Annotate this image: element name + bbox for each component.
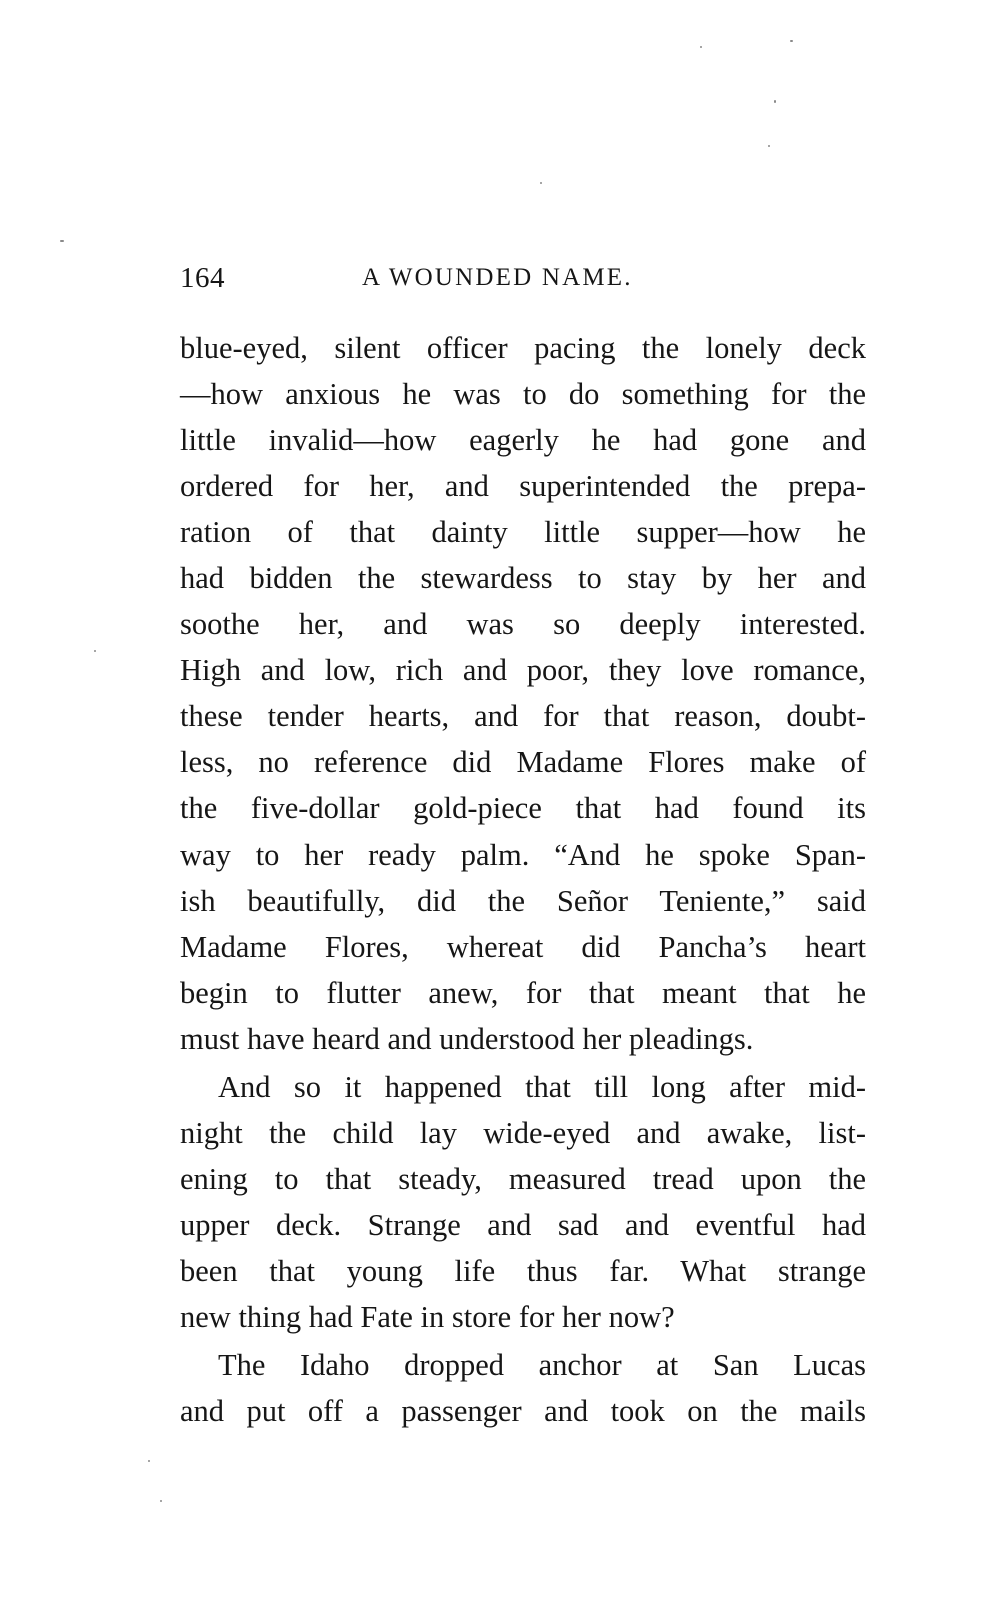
page-number: 164: [180, 262, 225, 294]
paragraph-2: [180, 1064, 866, 1340]
paper-speck: [148, 1460, 150, 1462]
paper-speck: [94, 650, 96, 652]
text-line: night the child lay wide-eyed and awake, list-: [180, 1115, 866, 1150]
text-line: less, no reference did Madame Flores make of: [180, 745, 866, 780]
text-line: soothe her, and was so deeply interested.: [180, 607, 866, 642]
text-line: begin to flutter anew, for that meant that he: [180, 975, 866, 1010]
text-line: High and low, rich and poor, they love romance,: [180, 653, 866, 688]
paragraph-3: [180, 1342, 866, 1434]
paper-speck: [790, 40, 793, 42]
text-line: —how anxious he was to do something for the: [180, 377, 866, 412]
text-line: ening to that steady, measured tread upon the: [180, 1161, 866, 1196]
text-line: upper deck. Strange and sad and eventful had: [180, 1207, 866, 1242]
text-line: the five-dollar gold-piece that had found its: [180, 791, 866, 826]
text-line: and put off a passenger and took on the mails: [180, 1394, 866, 1429]
paper-speck: [768, 145, 770, 147]
text-line: new thing had Fate in store for her now?: [180, 1299, 675, 1334]
text-line: been that young life thus far. What strange: [180, 1253, 866, 1288]
text-line: had bidden the stewardess to stay by her and: [180, 561, 866, 596]
text-line: way to her ready palm. “And he spoke Span-: [180, 837, 866, 872]
text-line: Madame Flores, whereat did Pancha’s heart: [180, 929, 866, 964]
paper-speck: [774, 100, 776, 103]
text-line: And so it happened that till long after mid-: [218, 1069, 866, 1104]
body-text: [180, 325, 866, 1434]
text-line: The Idaho dropped anchor at San Lucas: [218, 1348, 866, 1383]
text-line: little invalid—how eagerly he had gone and: [180, 423, 866, 458]
text-line: ish beautifully, did the Señor Teniente,” said: [180, 883, 866, 918]
paper-speck: [160, 1500, 162, 1502]
text-line: must have heard and understood her pleadings.: [180, 1021, 754, 1056]
running-head: A WOUNDED NAME.: [362, 264, 633, 291]
text-line: blue-eyed, silent officer pacing the lonely deck: [180, 331, 866, 365]
paper-speck: [60, 240, 64, 242]
page-header: [180, 262, 860, 302]
text-line: ordered for her, and superintended the prepa-: [180, 469, 866, 504]
text-line: these tender hearts, and for that reason, doubt-: [180, 699, 866, 734]
text-line: ration of that dainty little supper—how he: [180, 515, 866, 550]
paragraph-1: [180, 325, 866, 1062]
paper-speck: [700, 46, 702, 48]
paper-speck: [540, 182, 542, 184]
